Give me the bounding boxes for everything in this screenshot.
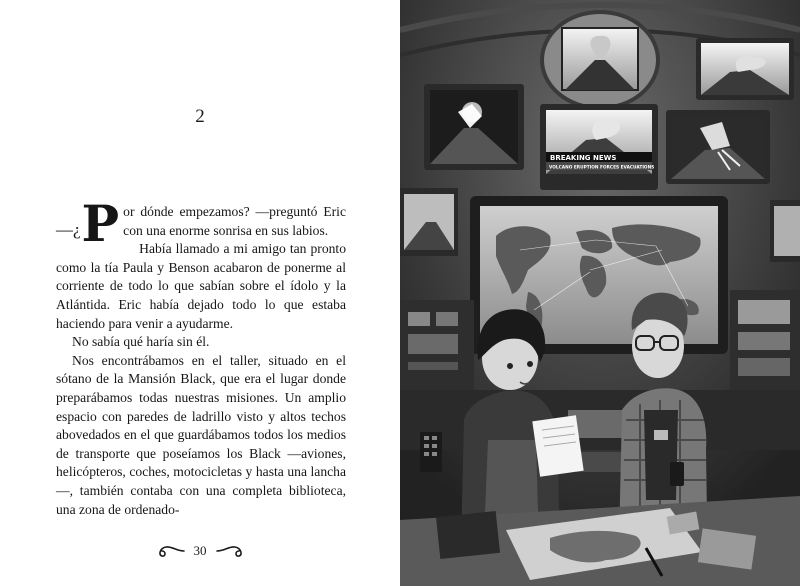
monitor-breaking-news	[540, 104, 658, 190]
space-invader-print	[654, 430, 668, 440]
left-flourish-icon	[152, 543, 186, 559]
drop-cap-letter: P	[81, 194, 120, 253]
monitor-far-left	[400, 188, 458, 256]
book	[436, 511, 500, 559]
paragraph-text: or dónde empezamos? —preguntó Eric con una enorme sonrisa en sus labios.	[123, 204, 346, 238]
illustration-page	[400, 0, 800, 586]
monitor-far-right	[770, 200, 800, 262]
chapter-body-text	[56, 194, 346, 519]
phone	[670, 462, 684, 486]
paragraph: Nos encontrábamos en el taller, situado en el sótano de la Mansión Black, que era el lugar donde preparábamos todas nuestras misiones. Un amplio espacio con paredes de ladrillo visto y altos techos abovedados en el que guardábamos todos los medios de transporte que poseíamos los Black —aviones, helicópteros, coches, motocicletas y hasta una lancha—, también contaba con una completa biblioteca, una zona de ordenado-	[56, 352, 346, 517]
monitor-left-volcano	[424, 84, 524, 170]
porthole-monitor	[542, 12, 658, 108]
opening-paragraph	[56, 194, 346, 253]
monitor-upper-right	[696, 38, 794, 100]
tv-ticker: VOLCANO ERUPTION FORCES EVACUATIONS	[549, 165, 655, 171]
tv-headline: BREAKING NEWS	[550, 154, 617, 162]
drop-cap	[56, 194, 120, 253]
right-flourish-icon	[215, 543, 249, 559]
paragraph: No sabía qué haría sin él.	[72, 334, 210, 350]
paragraph: Había llamado a mi amigo tan pronto como la tía Paula y Benson acabaron de ponerme al corriente de todo lo que sabían sobre el ídolo y la Atlántida. Eric había dejado todo lo que estaba haciendo para venir a ayudarme.	[56, 241, 346, 331]
chapter-number: 2	[195, 106, 205, 127]
page-footer	[0, 543, 400, 559]
control-room-illustration	[400, 0, 800, 586]
drop-cap-lead: —¿	[56, 220, 81, 239]
monitor-right-eruption	[666, 110, 770, 184]
page-number: 30	[193, 543, 207, 558]
